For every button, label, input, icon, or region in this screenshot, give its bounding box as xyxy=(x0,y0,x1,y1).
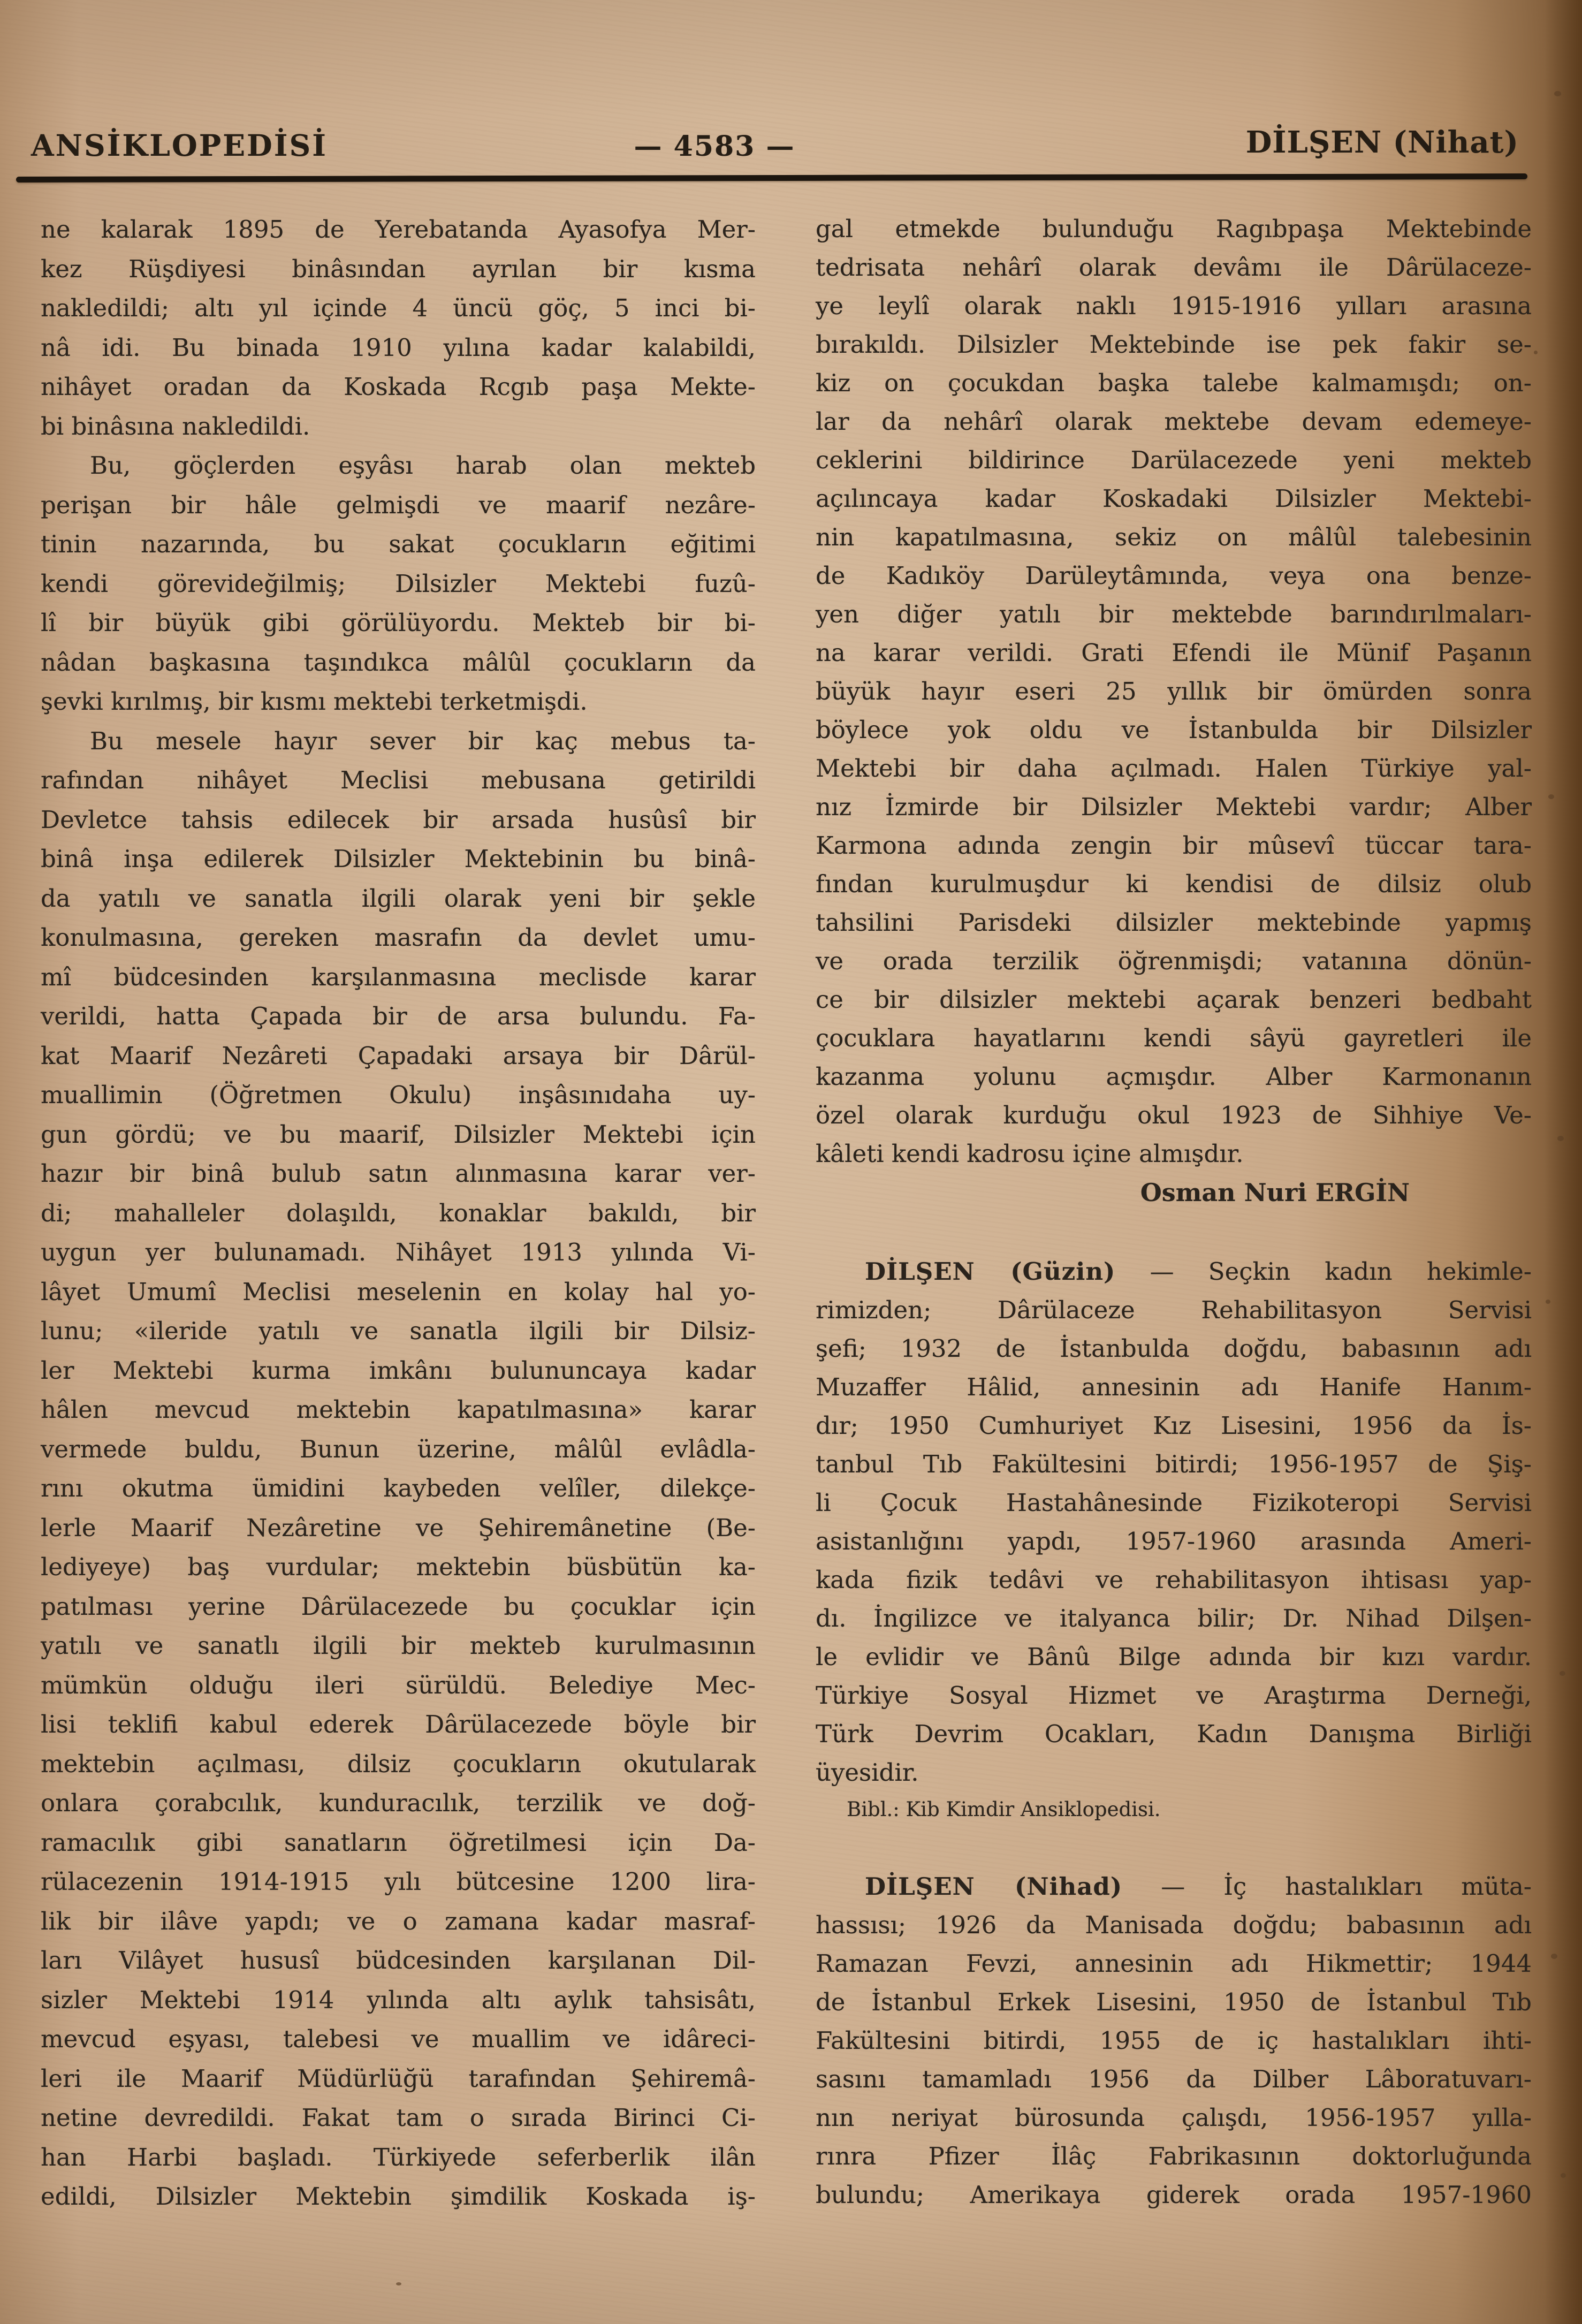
text-line: vermede buldu, Bunun üzerine, mâlûl evlâdla- xyxy=(41,1434,756,1463)
text-line: çocuklara hayatlarını kendi sâyü gayretleri ile xyxy=(816,1024,1532,1052)
text-line: rimizden; Dârülaceze Rehabilitasyon Servisi xyxy=(816,1296,1532,1324)
text-line: mümkün olduğu ileri sürüldü. Belediye Mec- xyxy=(41,1670,756,1699)
text-line: gal etmekde bulunduğu Ragıbpaşa Mektebinde xyxy=(816,215,1532,243)
text-line: özel olarak kurduğu okul 1923 de Sihhiye Ve- xyxy=(816,1101,1532,1129)
article-title: DİLŞEN (Nihad) xyxy=(865,1872,1123,1901)
text-line: gun gördü; ve bu maarif, Dilsizler Mektebi için xyxy=(41,1120,756,1149)
paper-speck xyxy=(1534,351,1538,354)
text-line: Mektebi bir daha açılmadı. Halen Türkiye yal- xyxy=(816,754,1532,783)
text-line: rafından nihâyet Meclisi mebusana getirildi xyxy=(41,766,756,794)
header-rule xyxy=(16,173,1527,183)
text-line: sasını tamamladı 1956 da Dilber Lâboratuvarı- xyxy=(816,2065,1532,2093)
text-line: bırakıldı. Dilsizler Mektebinde ise pek fakir se- xyxy=(816,330,1532,359)
text-line: di; mahalleler dolaşıldı, konaklar bakıldı, bir xyxy=(41,1198,756,1227)
text-line: kat Maarif Nezâreti Çapadaki arsaya bir Dârül- xyxy=(41,1041,756,1070)
text-line: han Harbi başladı. Türkiyede seferberlik ilân xyxy=(41,2143,756,2171)
text-line: konulmasına, gereken masrafın da devlet umu- xyxy=(41,923,756,952)
column-right xyxy=(816,210,1532,2214)
text-line: bulundu; Amerikaya giderek orada 1957-1960 xyxy=(816,2181,1532,2209)
text-line: şevki kırılmış, bir kısmı mektebi terketmişdi. xyxy=(41,687,588,716)
text-line: onlara çorabcılık, kunduracılık, terzilik ve doğ- xyxy=(41,1789,756,1817)
text-line: ramacılık gibi sanatların öğretilmesi için Da- xyxy=(41,1828,756,1857)
paragraph xyxy=(41,721,756,2216)
text-line: nâ idi. Bu binada 1910 yılına kadar kalabildi, xyxy=(41,333,756,362)
text-line: asistanlığını yapdı, 1957-1960 arasında Ameri- xyxy=(816,1527,1532,1555)
text-line: edildi, Dilsizler Mektebin şimdilik Koskada iş- xyxy=(41,2182,756,2211)
text-line: mektebin açılması, dilsiz çocukların okutularak xyxy=(41,1749,756,1778)
text-line: Fakültesini bitirdi, 1955 de iç hastalıkları ihti- xyxy=(816,2026,1532,2055)
text-line: binâ inşa edilerek Dilsizler Mektebinin bu binâ- xyxy=(41,845,756,873)
text-line: lar da nehârî olarak mektebe devam edemeye- xyxy=(816,407,1532,436)
text-line: DİLŞEN (Güzin) — Seçkin kadın hekimle- xyxy=(865,1257,1532,1286)
text-line: nın neriyat bürosunda çalışdı, 1956-1957 yılla- xyxy=(816,2103,1532,2132)
paper-speck xyxy=(1554,91,1561,96)
text-line: nakledildi; altı yıl içinde 4 üncü göç, 5 inci bi- xyxy=(41,294,756,322)
text-line: dır; 1950 Cumhuriyet Kız Lisesini, 1956 da İs- xyxy=(816,1411,1532,1440)
paper-speck xyxy=(1546,1300,1550,1304)
text-line: uygun yer bulunamadı. Nihâyet 1913 yılında Vi- xyxy=(41,1238,756,1266)
text-line: mevcud eşyası, talebesi ve muallim ve idâreci- xyxy=(41,2025,756,2053)
text-line: verildi, hatta Çapada bir de arsa bulundu. Fa- xyxy=(41,1002,756,1030)
text-line: nin kapatılmasına, sekiz on mâlûl talebesinin xyxy=(816,523,1532,551)
text-line: tedrisata nehârî olarak devâmı ile Dârülaceze- xyxy=(816,253,1532,282)
text-line: lik bir ilâve yapdı; ve o zamana kadar masraf- xyxy=(41,1907,756,1935)
text-line: rını okutma ümidini kaybeden velîler, dilekçe- xyxy=(41,1474,756,1502)
text-line: fından kurulmuşdur ki kendisi de dilsiz olub xyxy=(816,870,1532,898)
text-line: hazır bir binâ bulub satın alınmasına karar ver- xyxy=(41,1159,756,1188)
text-line: netine devredildi. Fakat tam o sırada Birinci Ci- xyxy=(41,2103,756,2132)
page-number: — 4583 — xyxy=(634,130,795,163)
text-line: ler Mektebi kurma imkânı bulununcaya kadar xyxy=(41,1356,756,1385)
text-line: mî büdcesinden karşılanmasına meclisde karar xyxy=(41,962,756,991)
page-edge-shadow xyxy=(1545,0,1582,2324)
text-line: kâleti kendi kadrosu içine almışdır. xyxy=(816,1140,1244,1168)
article-title: DİLŞEN (Güzin) xyxy=(865,1257,1116,1286)
text-line: yatılı ve sanatlı ilgili bir mekteb kurulmasının xyxy=(41,1631,756,1660)
text-line: da yatılı ve sanatla ilgili olarak yeni bir şekle xyxy=(41,884,756,913)
text-line: na karar verildi. Grati Efendi ile Münif Paşanın xyxy=(816,639,1532,667)
page-header-title: ANSİKLOPEDİSİ xyxy=(31,128,328,163)
paper-speck xyxy=(1561,2173,1566,2178)
text-line: ce bir dilsizler mektebi açarak benzeri bedbaht xyxy=(816,985,1532,1014)
text-line: de Kadıköy Darüleytâmında, veya ona benze- xyxy=(816,561,1532,590)
text-line: leri ile Maarif Müdürlüğü tarafından Şehiremâ- xyxy=(41,2064,756,2093)
paragraph xyxy=(816,1867,1532,2214)
author-signature: Osman Nuri ERGİN xyxy=(1140,1178,1410,1207)
text-line: kez Rüşdiyesi binâsından ayrılan bir kısma xyxy=(41,254,756,283)
text-line: tinin nazarında, bu sakat çocukların eğitimi xyxy=(41,530,756,558)
text-line: Devletce tahsis edilecek bir arsada husûsî bir xyxy=(41,805,756,834)
text-line: ye leylî olarak naklı 1915-1916 yılları arasına xyxy=(816,292,1532,320)
text-line: lâyet Umumî Meclisi meselenin en kolay hal yo- xyxy=(41,1277,756,1306)
paragraph xyxy=(41,210,756,446)
column-left xyxy=(41,210,756,2216)
paragraph xyxy=(816,1252,1532,1792)
text-line: Türk Devrim Ocakları, Kadın Danışma Birliği xyxy=(816,1720,1532,1748)
text-line: le evlidir ve Bânû Bilge adında bir kızı vardır. xyxy=(816,1643,1532,1671)
text-line: böylece yok oldu ve İstanbulda bir Dilsizler xyxy=(816,716,1532,744)
paper-speck xyxy=(1551,1954,1557,1959)
text-line: lunu; «ileride yatılı ve sanatla ilgili bir Dilsiz- xyxy=(41,1317,756,1345)
text-line: ları Vilâyet hususî büdcesinden karşılanan Dil- xyxy=(41,1946,756,1974)
text-line: de İstanbul Erkek Lisesini, 1950 de İstanbul Tıb xyxy=(816,1988,1532,2016)
text-line: Muzaffer Hâlid, annesinin adı Hanife Hanım- xyxy=(816,1373,1532,1401)
paper-speck xyxy=(1548,794,1554,799)
text-line: lisi teklifi kabul ederek Dârülacezede böyle bir xyxy=(41,1710,756,1738)
text-line: tahsilini Parisdeki dilsizler mektebinde yapmış xyxy=(816,908,1532,937)
text-line: ne kalarak 1895 de Yerebatanda Ayasofya Mer- xyxy=(41,215,756,244)
text-line: sizler Mektebi 1914 yılında altı aylık tahsisâtı, xyxy=(41,1985,756,2014)
paper-speck xyxy=(1560,1671,1565,1676)
text-line: kada fizik tedâvi ve rehabilitasyon ihtisası yap- xyxy=(816,1566,1532,1594)
text-line: hassısı; 1926 da Manisada doğdu; babasının adı xyxy=(816,1911,1532,1939)
text-line: nız İzmirde bir Dilsizler Mektebi vardır; Alber xyxy=(816,793,1532,821)
text-line: kiz on çocukdan başka talebe kalmamışdı; on- xyxy=(816,369,1532,397)
text-line: Bu mesele hayır sever bir kaç mebus ta- xyxy=(90,726,756,755)
text-line: yen diğer yatılı bir mektebde barındırılmaları- xyxy=(816,600,1532,628)
text-line: Karmona adında zengin bir mûsevî tüccar tara- xyxy=(816,831,1532,860)
text-line: Ramazan Fevzi, annesinin adı Hikmettir; 1944 xyxy=(816,1949,1532,1978)
text-line: rınra Pfizer İlâç Fabrikasının doktorluğunda xyxy=(816,2142,1532,2170)
text-line: perişan bir hâle gelmişdi ve maarif nezâre- xyxy=(41,490,756,519)
text-line: DİLŞEN (Nihad) — İç hastalıkları müta- xyxy=(865,1872,1532,1901)
text-line: şefi; 1932 de İstanbulda doğdu, babasının adı xyxy=(816,1334,1532,1363)
text-line: açılıncaya kadar Koskadaki Dilsizler Mektebi- xyxy=(816,484,1532,513)
text-line: ve orada terzilik öğrenmişdi; vatanına dönün- xyxy=(816,947,1532,975)
text-line: hâlen mevcud mektebin kapatılmasına» karar xyxy=(41,1395,756,1424)
paper-speck xyxy=(1557,1136,1564,1141)
text-line: nâdan başkasına taşındıkca mâlûl çocukların da xyxy=(41,648,756,677)
text-line: lî bir büyük gibi görülüyordu. Mekteb bir bi- xyxy=(41,609,756,637)
text-line: kazanma yolunu açmışdır. Alber Karmonanın xyxy=(816,1062,1532,1091)
paragraph xyxy=(41,446,756,721)
text-line: ceklerini bildirince Darülacezede yeni mekteb xyxy=(816,446,1532,474)
paragraph xyxy=(816,210,1532,1173)
text-line: rülacezenin 1914-1915 yılı bütcesine 1200 lira- xyxy=(41,1867,756,1896)
text-line: dı. İngilizce ve italyanca bilir; Dr. Nihad Dilşen- xyxy=(816,1604,1532,1632)
text-line: lediyeye) baş vurdular; mektebin büsbütün ka- xyxy=(41,1553,756,1581)
text-line: büyük hayır eseri 25 yıllık bir ömürden sonra xyxy=(816,677,1532,705)
text-line: lerle Maarif Nezâretine ve Şehiremânetine (Be- xyxy=(41,1513,756,1542)
text-line: Türkiye Sosyal Hizmet ve Araştırma Derneği, xyxy=(816,1681,1532,1710)
bibliography-line: Bibl.: Kib Kimdir Ansiklopedisi. xyxy=(847,1798,1161,1821)
text-line: tanbul Tıb Fakültesini bitirdi; 1956-1957 de Şiş- xyxy=(816,1450,1532,1478)
text-line: üyesidir. xyxy=(816,1758,919,1787)
text-line: patılması yerine Dârülacezede bu çocuklar için xyxy=(41,1592,756,1621)
text-line: muallimin (Öğretmen Okulu) inşâsınıdaha uy- xyxy=(41,1081,756,1109)
text-line: li Çocuk Hastahânesinde Fizikoteropi Servisi xyxy=(816,1488,1532,1517)
paper-speck xyxy=(396,2282,401,2285)
text-line: nihâyet oradan da Koskada Rcgıb paşa Mekte- xyxy=(41,373,756,401)
text-line: kendi görevideğilmiş; Dilsizler Mektebi fuzû- xyxy=(41,569,756,598)
text-line: Bu, göçlerden eşyâsı harab olan mekteb xyxy=(90,451,756,480)
page-header-article: DİLŞEN (Nihat) xyxy=(1245,125,1519,160)
text-line: bi binâsına nakledildi. xyxy=(41,412,310,441)
